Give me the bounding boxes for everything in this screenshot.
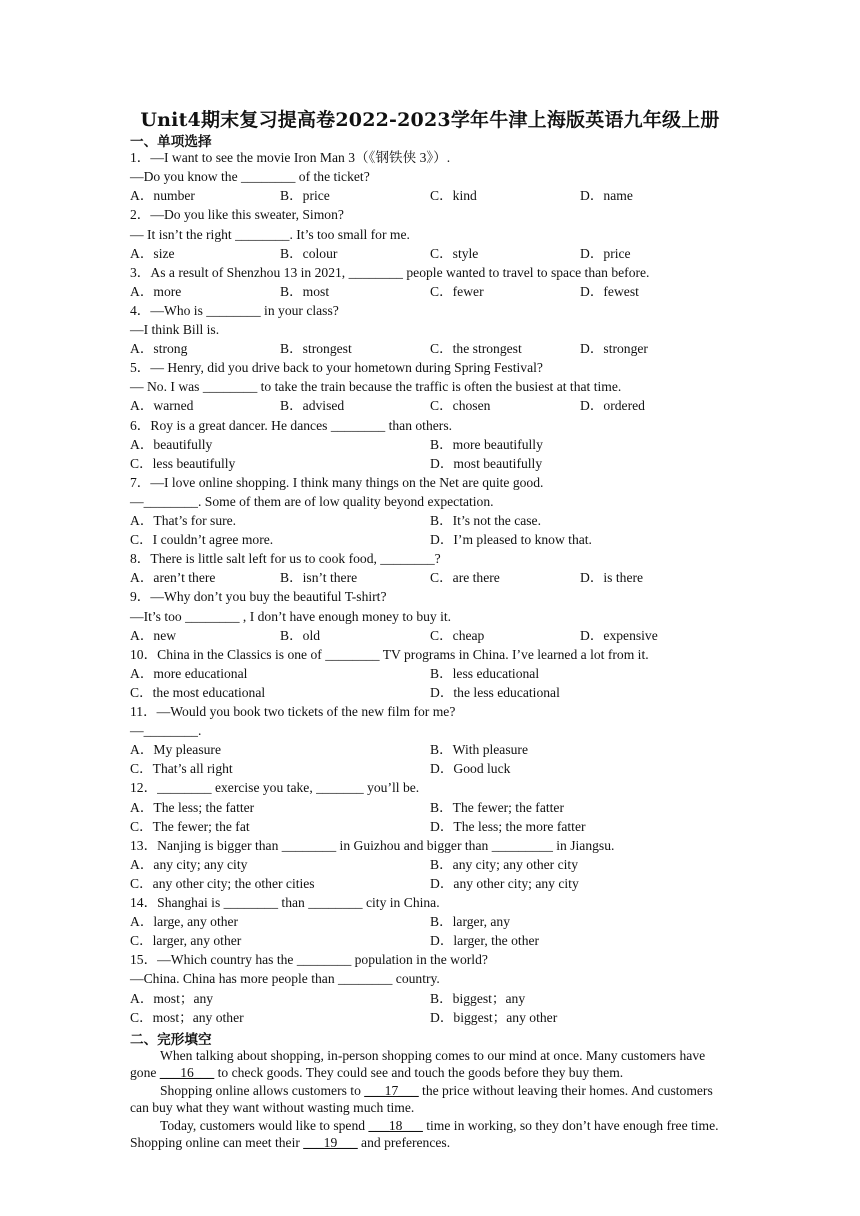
question-stem-line: 14．Shanghai is ________ than ________ city in China. [130,895,440,910]
answer-option: C．most；any other [130,1009,244,1025]
answer-option: A．beautifully [130,436,213,452]
cloze-text: When talking about shopping, in-person shopping comes to our mind at once. Many customers have gone [130,1047,706,1081]
answer-option: C．kind [430,188,477,204]
answer-option: A．most；any [130,990,214,1006]
question-stem-line: —It’s too ________ , I don’t have enough money to buy it. [130,608,452,624]
answer-option: C．the strongest [430,341,522,357]
answer-option: B．most [280,283,330,299]
answer-option: A．The less; the fatter [130,799,255,815]
answer-option: A．more educational [130,665,248,681]
answer-option: B．With pleasure [430,742,528,758]
answer-option: B．colour [280,245,338,261]
question-stem-line: 4．—Who is ________ in your class? [130,302,339,318]
cloze-text: Today, customers would like to spend [160,1117,369,1133]
cloze-text: the price without leaving their homes. And customers can buy what they want without wasting much time. [130,1082,713,1116]
cloze-text: to check goods. They could see and touch the goods before they buy them. [214,1065,624,1081]
answer-option: A．more [130,283,182,299]
answer-option: D．stronger [580,341,648,357]
answer-option: A．warned [130,398,194,414]
section-heading-cloze: 二、完形填空 [130,1031,212,1048]
question-stem-line: 5．— Henry, did you drive back to your hometown during Spring Festival? [130,360,543,376]
answer-option: B．isn’t there [280,570,358,586]
answer-option: B．advised [280,398,345,414]
answer-option: C．fewer [430,283,484,299]
question-stem-line: —China. China has more people than ________ country. [130,971,440,987]
answer-option: A．strong [130,341,188,357]
section-heading-single-choice: 一、单项选择 [130,134,212,150]
cloze-text: Shopping online allows customers to [160,1082,365,1098]
answer-option: A．aren’t there [130,570,216,586]
answer-option: B．larger, any [430,914,510,930]
cloze-paragraph [130,1117,726,1152]
answer-option: A．size [130,245,175,261]
answer-option: C．the most educational [130,684,266,700]
question-stem-line: 1．—I want to see the movie Iron Man 3（《钢铁侠 3》）. [130,150,451,166]
question-stem-line: —Do you know the ________ of the ticket? [130,169,370,185]
answer-option: D．name [580,188,633,204]
answer-option: D．larger, the other [430,933,540,949]
answer-option: D．is there [580,570,644,586]
answer-option: B．less educational [430,665,540,681]
answer-option: B．price [280,188,330,204]
document-title: Unit4期末复习提高卷2022-2023学年牛津上海版英语九年级上册 [140,109,720,131]
answer-option: D．any other city; any city [430,875,579,891]
question-stem-line: 8．There is little salt left for us to cook food, ________? [130,551,441,567]
answer-option: B．biggest；any [430,990,526,1006]
answer-option: B．old [280,627,321,643]
answer-option: D．Good luck [430,761,511,777]
question-stem-line: 12．________ exercise you take, _______ you’ll be. [130,780,420,796]
answer-option: D．I’m pleased to know that. [430,532,592,548]
answer-option: C．style [430,245,479,261]
question-stem-line: 3．As a result of Shenzhou 13 in 2021, ________ people wanted to travel to space than before. [130,264,650,280]
cloze-passage [130,1047,726,1152]
question-stem-line: —I think Bill is. [130,322,220,337]
answer-option: A．That’s for sure. [130,513,237,528]
cloze-paragraph [130,1082,726,1117]
question-stem-line: 13．Nanjing is bigger than ________ in Guizhou and bigger than _________ in Jiangsu. [130,837,615,853]
answer-option: B．more beautifully [430,436,543,452]
answer-option: C．chosen [430,398,491,414]
cloze-text: time in working, so they don’t have enough free time. Shopping online can meet their [130,1117,719,1151]
answer-option: D．ordered [580,398,645,414]
question-stem-line: — It isn’t the right ________. It’s too small for me. [130,226,410,242]
answer-option: C．larger, any other [130,933,242,949]
question-stem-line: 15．—Which country has the ________ population in the world? [130,952,488,968]
question-stem-line: —________. Some of them are of low quality beyond expectation. [130,493,494,509]
answer-option: D．expensive [580,627,658,643]
question-stem-line: —________. [130,723,202,739]
cloze-blank: ___17___ [364,1082,419,1098]
answer-option: C．That’s all right [130,761,233,777]
answer-option: D．The less; the more fatter [430,818,586,834]
question-stem-line: 7．—I love online shopping. I think many things on the Net are quite good. [130,474,544,490]
answer-option: C．are there [430,570,500,586]
question-stem-line: 9．—Why don’t you buy the beautiful T-shirt? [130,589,387,605]
answer-option: D．the less educational [430,684,560,700]
answer-option: A．new [130,627,177,643]
answer-option: A．large, any other [130,914,239,930]
question-stem-line: 10．China in the Classics is one of ________ TV programs in China. I’ve learned a lot from it. [130,646,649,662]
cloze-paragraph [130,1047,726,1082]
answer-option: C．less beautifully [130,455,236,471]
cloze-blank: ___19___ [303,1135,358,1151]
answer-option: B．The fewer; the fatter [430,799,564,815]
answer-option: A．My pleasure [130,742,221,758]
cloze-text: and preferences. [357,1135,451,1151]
answer-option: D．biggest；any other [430,1009,558,1025]
answer-option: D．fewest [580,283,639,299]
answer-option: C．The fewer; the fat [130,818,250,834]
question-stem-line: 2．—Do you like this sweater, Simon? [130,207,344,223]
answer-option: D．price [580,245,631,261]
question-stem-line: 6．Roy is a great dancer. He dances ________ than others. [130,417,453,433]
answer-option: C．I couldn’t agree more. [130,532,274,548]
answer-option: A．any city; any city [130,856,248,872]
question-stem-line: 11．—Would you book two tickets of the new film for me? [130,704,456,719]
answer-option: D．most beautifully [430,455,543,471]
question-stem-line: — No. I was ________ to take the train because the traffic is often the busiest at that time. [130,379,622,395]
cloze-blank: ___16___ [159,1065,215,1081]
answer-option: B．any city; any other city [430,856,578,872]
answer-option: B．It’s not the case. [430,513,541,528]
answer-option: B．strongest [280,341,352,357]
answer-option: C．any other city; the other cities [130,875,315,891]
cloze-blank: ___18___ [368,1117,423,1133]
answer-option: A．number [130,188,195,204]
answer-option: C．cheap [430,627,485,643]
